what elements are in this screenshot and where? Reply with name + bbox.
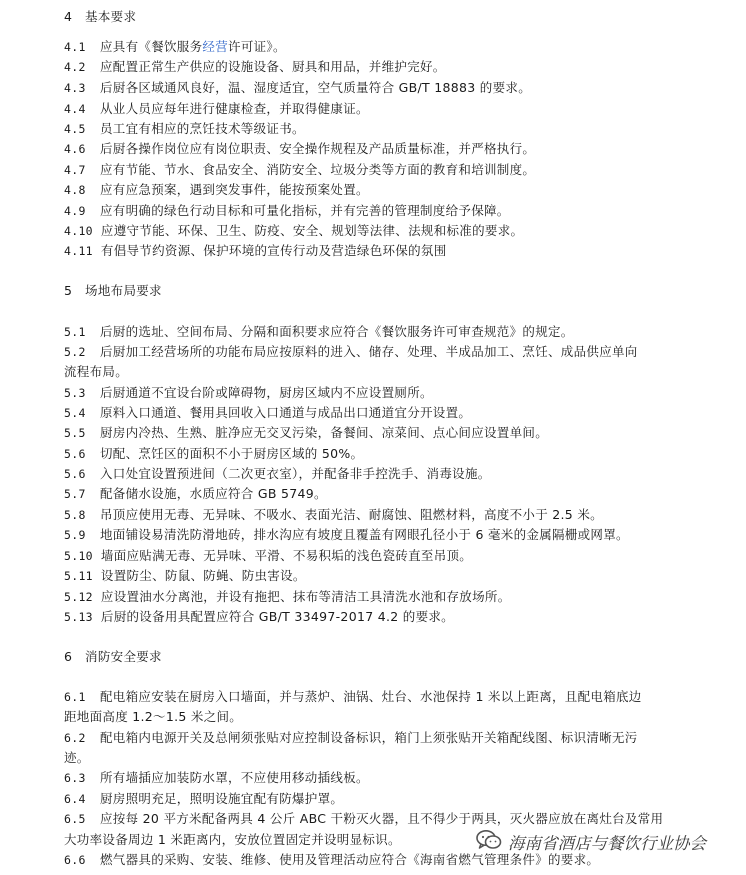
clause-4-3 — [64, 80, 531, 96]
clause-5-6b — [64, 466, 491, 482]
clause-5-6a — [64, 446, 363, 462]
clause-number: 4.4 — [64, 102, 86, 116]
clause-number: 5.2 — [64, 345, 86, 359]
clause-text: 后厨的设备用具配置应符合 GB/T 33497-2017 4.2 的要求。 — [100, 609, 454, 624]
clause-text: 配电箱内电源开关及总闸须张贴对应控制设备标识，箱门上须张贴开关箱配线图、标识清晰无污 — [100, 730, 638, 745]
clause-4-6 — [64, 141, 535, 157]
clause-number: 6.1 — [64, 690, 86, 704]
clause-text: 厨房内冷热、生熟、脏净应无交叉污染，备餐间、凉菜间、点心间应设置单间。 — [100, 425, 549, 440]
clause-6-2-continuation: 迹。 — [64, 750, 90, 765]
clause-4-5 — [64, 121, 305, 137]
section-6-heading: 6 消防安全要求 — [64, 649, 162, 664]
clause-text: 应配置正常生产供应的设施设备、厨具和用品，并维护完好。 — [100, 59, 446, 74]
clause-number: 6.5 — [64, 812, 86, 826]
clause-text: 应遵守节能、环保、卫生、防疫、安全、规划等法律、法规和标准的要求。 — [100, 223, 524, 238]
section-5-heading: 5 场地布局要求 — [64, 283, 162, 298]
clause-5-1 — [64, 324, 574, 340]
clause-5-4 — [64, 405, 471, 421]
clause-6-1 — [64, 689, 642, 705]
wechat-icon — [476, 829, 502, 855]
clause-number: 4.11 — [64, 244, 93, 258]
clause-4-10 — [64, 223, 523, 239]
clause-5-7 — [64, 486, 327, 502]
clause-number: 5.6 — [64, 447, 86, 461]
clause-6-6 — [64, 852, 599, 868]
clause-4-1 — [64, 39, 286, 55]
clause-5-2-continuation: 流程布局。 — [64, 364, 129, 379]
clause-5-9 — [64, 527, 629, 543]
clause-number: 5.12 — [64, 590, 93, 604]
clause-number: 5.10 — [64, 549, 93, 563]
clause-text: 许可证》。 — [228, 39, 286, 54]
clause-number: 5.1 — [64, 325, 86, 339]
clause-text: 后厨的选址、空间布局、分隔和面积要求应符合《餐饮服务许可审查规范》的规定。 — [100, 324, 574, 339]
clause-text: 配电箱应安装在厨房入口墙面，并与蒸炉、油锅、灶台、水池保持 1 米以上距离，且配电箱底边 — [100, 689, 642, 704]
clause-text: 厨房照明充足，照明设施宜配有防爆护罩。 — [100, 791, 344, 806]
clause-5-11 — [64, 568, 306, 584]
clause-number: 5.13 — [64, 610, 93, 624]
clause-number: 5.4 — [64, 406, 86, 420]
clause-number: 4.5 — [64, 122, 86, 136]
clause-text: 设置防尘、防鼠、防蝇、防虫害设。 — [100, 568, 306, 583]
clause-number: 5.6 — [64, 467, 86, 481]
clause-number: 4.7 — [64, 163, 86, 177]
watermark — [476, 830, 706, 854]
clause-number: 5.5 — [64, 426, 86, 440]
clause-text: 墙面应贴满无毒、无异味、平滑、不易积垢的浅色瓷砖直至吊顶。 — [100, 548, 473, 563]
clause-5-13 — [64, 609, 454, 625]
clause-number: 6.4 — [64, 792, 86, 806]
clause-number: 4.3 — [64, 81, 86, 95]
clause-text: 后厨通道不宜设台阶或障碍物，厨房区域内不应设置厕所。 — [100, 385, 433, 400]
clause-number: 4.1 — [64, 40, 86, 54]
clause-4-2 — [64, 59, 446, 75]
clause-text: 应有应急预案，遇到突发事件，能按预案处置。 — [100, 182, 369, 197]
clause-text: 应具有《餐饮服务 — [100, 39, 203, 54]
clause-number: 5.9 — [64, 528, 86, 542]
clause-text: 入口处宜设置预进间（二次更衣室），并配备非手控洗手、消毒设施。 — [100, 466, 491, 481]
clause-text: 切配、烹饪区的面积不小于厨房区域的 50%。 — [100, 446, 364, 461]
clause-5-3 — [64, 385, 433, 401]
clause-5-5 — [64, 425, 548, 441]
clause-number: 5.11 — [64, 569, 93, 583]
clause-6-5-continuation: 大功率设备周边 1 米距离内，安放位置固定并设明显标识。 — [64, 832, 401, 847]
clause-text: 应按每 20 平方米配备两具 4 公斤 ABC 干粉灭火器，且不得少于两具，灭火器应放在离灶台及常用 — [100, 811, 664, 826]
clause-text: 吊顶应使用无毒、无异味、不吸水、表面光洁、耐腐蚀、阻燃材料，高度不小于 2.5 米。 — [100, 507, 603, 522]
clause-5-12 — [64, 589, 511, 605]
clause-6-4 — [64, 791, 343, 807]
clause-number: 5.8 — [64, 508, 86, 522]
clause-text: 所有墙插应加装防水罩，不应使用移动插线板。 — [100, 770, 369, 785]
clause-number: 4.10 — [64, 224, 93, 238]
clause-number: 5.7 — [64, 487, 86, 501]
clause-number: 6.6 — [64, 853, 86, 867]
clause-5-10 — [64, 548, 472, 564]
clause-number: 4.8 — [64, 183, 86, 197]
clause-text: 有倡导节约资源、保护环境的宣传行动及营造绿色环保的氛围 — [100, 243, 447, 258]
clause-text: 后厨各区域通风良好，温、湿度适宜，空气质量符合 GB/T 18883 的要求。 — [100, 80, 531, 95]
clause-text: 员工宜有相应的烹饪技术等级证书。 — [100, 121, 305, 136]
clause-4-7 — [64, 162, 535, 178]
clause-number: 4.2 — [64, 60, 86, 74]
clause-text: 应有节能、节水、食品安全、消防安全、垃圾分类等方面的教育和培训制度。 — [100, 162, 536, 177]
clause-5-2 — [64, 344, 638, 360]
clause-4-4 — [64, 101, 369, 117]
clause-text: 后厨各操作岗位应有岗位职责、安全操作规程及产品质量标准，并严格执行。 — [100, 141, 536, 156]
clause-text: 配备储水设施，水质应符合 GB 5749。 — [100, 486, 327, 501]
clause-number: 6.3 — [64, 771, 86, 785]
section-4-heading: 4 基本要求 — [64, 9, 137, 24]
clause-highlight: 经营 — [202, 39, 229, 54]
clause-4-8 — [64, 182, 369, 198]
clause-6-3 — [64, 770, 369, 786]
clause-6-1-continuation: 距地面高度 1.2～1.5 米之间。 — [64, 709, 243, 724]
clause-number: 4.6 — [64, 142, 86, 156]
clause-text: 从业人员应每年进行健康检查，并取得健康证。 — [100, 101, 369, 116]
clause-number: 6.2 — [64, 731, 86, 745]
clause-number: 5.3 — [64, 386, 86, 400]
watermark-text: 海南省酒店与餐饮行业协会 — [508, 834, 706, 853]
clause-text: 原料入口通道、餐用具回收入口通道与成品出口通道宜分开设置。 — [100, 405, 472, 420]
clause-6-2 — [64, 730, 638, 746]
clause-4-11 — [64, 243, 447, 259]
clause-text: 地面铺设易清洗防滑地砖，排水沟应有坡度且覆盖有网眼孔径小于 6 毫米的金属隔栅或网罩。 — [100, 527, 629, 542]
clause-text: 后厨加工经营场所的功能布局应按原料的进入、储存、处理、半成品加工、烹饪、成品供应单向 — [100, 344, 638, 359]
clause-5-8 — [64, 507, 603, 523]
clause-4-9 — [64, 203, 510, 219]
clause-6-5 — [64, 811, 663, 827]
clause-text: 燃气器具的采购、安装、维修、使用及管理活动应符合《海南省燃气管理条件》的要求。 — [100, 852, 600, 867]
clause-number: 4.9 — [64, 204, 86, 218]
clause-text: 应设置油水分离池，并设有拖把、抹布等清洁工具清洗水池和存放场所。 — [100, 589, 511, 604]
clause-text: 应有明确的绿色行动目标和可量化指标，并有完善的管理制度给予保障。 — [100, 203, 510, 218]
